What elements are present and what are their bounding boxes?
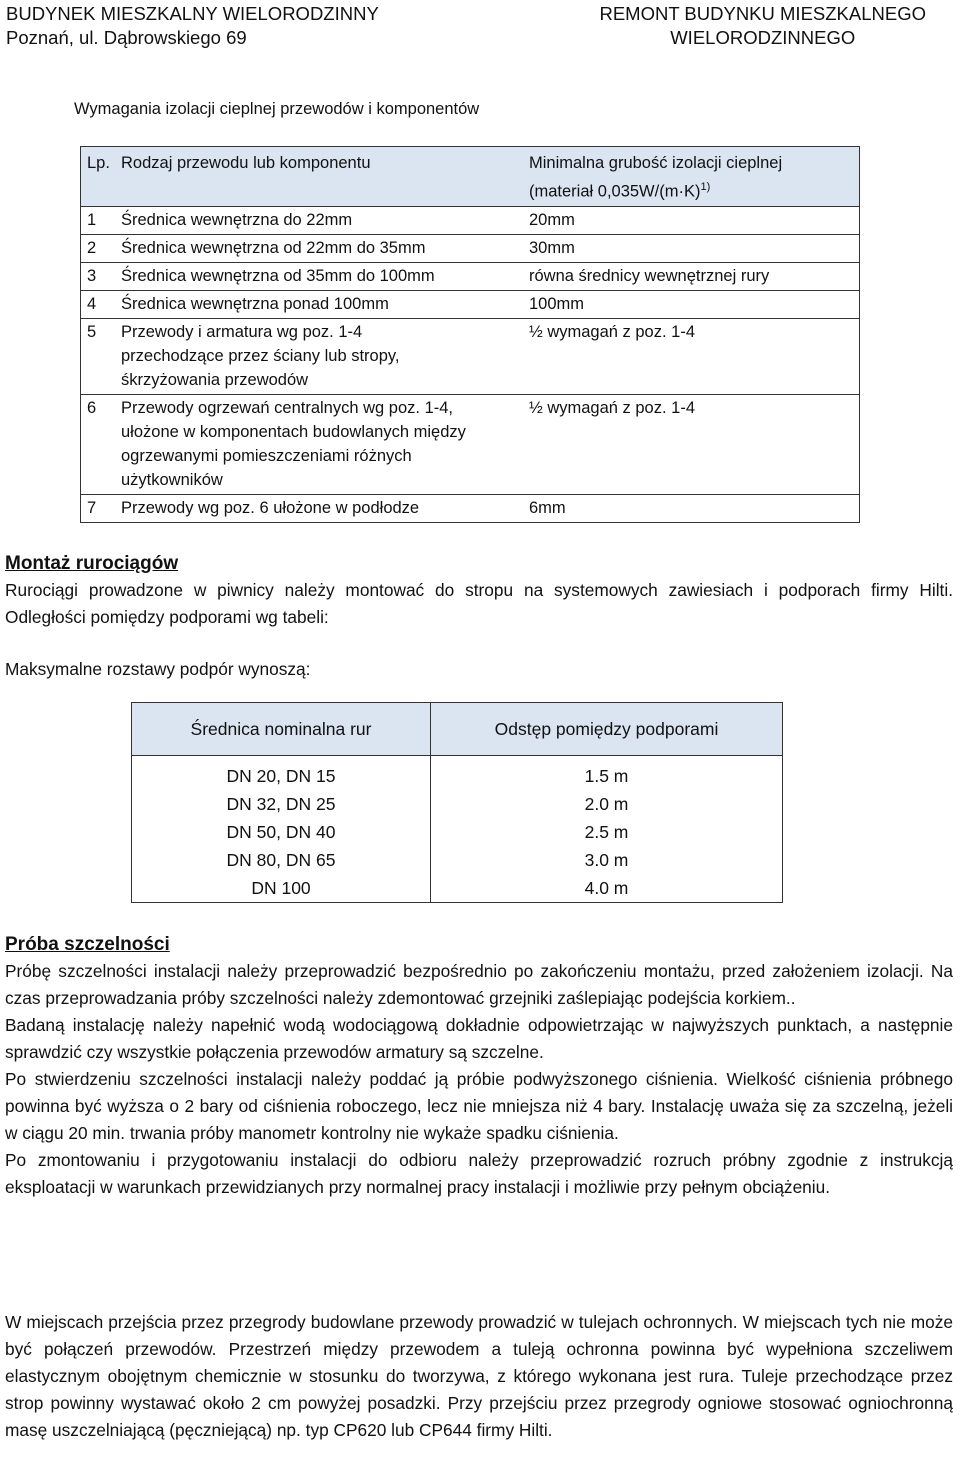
col-min-line1: Minimalna grubość izolacji cieplnej: [529, 154, 783, 172]
page-header: [0, 0, 960, 52]
col-support-spacing: Odstęp pomiędzy podporami: [431, 703, 783, 756]
building-type: BUDYNEK MIESZKALNY WIELORODZINNY: [6, 3, 379, 24]
section-heading: Próba szczelności: [5, 934, 170, 955]
section-proba: [5, 932, 953, 1201]
table-row: 4 Średnica wewnętrzna ponad 100mm 100mm: [81, 290, 860, 318]
table-row: DN 80, DN 65 3.0 m: [132, 846, 783, 874]
table-row: 6 Przewody ogrzewań centralnych wg poz. 1-4, ułożone w komponentach budowlanych między ogrzewanymi pomieszczeniami różnych użytkowników ½ wymagań z poz. 1-4: [81, 394, 860, 494]
table-row: 7 Przewody wg poz. 6 ułożone w podłodze 6mm: [81, 494, 860, 522]
insulation-table: [80, 146, 860, 523]
paragraph: Po stwierdzeniu szczelności instalacji należy poddać ją próbie podwyższonego ciśnienia. Wielkość ciśnienia próbnego powinna być wyższa o 2 bary od ciśnienia roboczego, lecz nie mniejsza niż 4 bary. Instalację uważa się za szczelną, jeżeli w ciągu 20 min. trwania próby manometr kontrolny nie wykaże spadku ciśnienia.: [5, 1069, 953, 1143]
insulation-caption: Wymagania izolacji cieplnej przewodów i komponentów: [74, 100, 480, 118]
table-row: 5 Przewody i armatura wg poz. 1-4 przechodzące przez ściany lub stropy, śkrzyżowania przewodów ½ wymagań z poz. 1-4: [81, 318, 860, 394]
insulation-table-header: [81, 147, 860, 207]
section-przejscia: [5, 1309, 953, 1444]
col-lp: Lp.: [81, 147, 116, 207]
table-row: 3 Średnica wewnętrzna od 35mm do 100mm równa średnicy wewnętrznej rury: [81, 262, 860, 290]
col-nominal-diameter: Średnica nominalna rur: [132, 703, 431, 756]
header-right: [599, 2, 926, 50]
paragraph: W miejscach przejścia przez przegrody budowlane przewody prowadzić w tulejach ochronnych. W miejscach tych nie może być połączeń przewodów. Przestrzeń między przewodem a tuleją ochronna powinna być wypełniona szczeliwem elastycznym obojętnym chemicznie w stosunku do tworzywa, z którego wykonana jest rura. Tuleje przechodzące przez strop powinny wystawać około 2 cm powyżej posadzki. Przy przejściu przez przegrody ogniowe stosować ogniochronną masę uszczelniającą (pęczniejącą) np. typ CP620 lub CP644 firmy Hilti.: [5, 1312, 953, 1440]
table-row: 2 Średnica wewnętrzna od 22mm do 35mm 30mm: [81, 234, 860, 262]
paragraph: Próbę szczelności instalacji należy przeprowadzić bezpośrednio po zakończeniu montażu, przed założeniem izolacji. Na czas przeprowadzania próby szczelności należy zdemontować grzejniki zaślepiając podejścia korkiem..: [5, 961, 953, 1008]
header-left: [6, 2, 379, 50]
table-row: DN 20, DN 15 1.5 m: [132, 756, 783, 791]
project-title-line2: WIELORODZINNEGO: [670, 27, 856, 48]
table-row: 1 Średnica wewnętrzna do 22mm 20mm: [81, 206, 860, 234]
project-title-line1: REMONT BUDYNKU MIESZKALNEGO: [599, 3, 926, 24]
supports-table: [131, 702, 783, 903]
paragraph: Badaną instalację należy napełnić wodą wodociągową dokładnie odpowietrzając w najwyższych punktach, a następnie sprawdzić czy wszystkie połączenia przewodów armatury są szczelne.: [5, 1015, 953, 1062]
table-row: DN 50, DN 40 2.5 m: [132, 818, 783, 846]
col-min-thickness: [523, 147, 860, 207]
supports-table-header: [132, 703, 783, 756]
paragraph: Po zmontowaniu i przygotowaniu instalacji do odbioru należy przeprowadzić rozruch próbny zgodnie z instrukcją eksploatacji w warunkach przewidzianych przy normalnej pracy instalacji i możliwie przy pełnym obciążeniu.: [5, 1150, 953, 1197]
paragraph: Maksymalne rozstawy podpór wynoszą:: [5, 659, 311, 679]
col-min-line2: (materiał $0,035W/(m\cdot K)^{1)}$: [529, 181, 711, 201]
table-row: DN 32, DN 25 2.0 m: [132, 790, 783, 818]
building-address: Poznań, ul. Dąbrowskiego 69: [6, 27, 247, 48]
paragraph: Rurociągi prowadzone w piwnicy należy montować do stropu na systemowych zawiesiach i podporach firmy Hilti. Odległości pomiędzy podporami wg tabeli:: [5, 580, 953, 627]
section-heading: Montaż rurociągów: [5, 553, 179, 574]
footnote-mark: 1): [700, 181, 711, 193]
col-type: Rodzaj przewodu lub komponentu: [115, 147, 523, 207]
table-row: DN 100 4.0 m: [132, 874, 783, 903]
section-montaz: [5, 551, 953, 683]
